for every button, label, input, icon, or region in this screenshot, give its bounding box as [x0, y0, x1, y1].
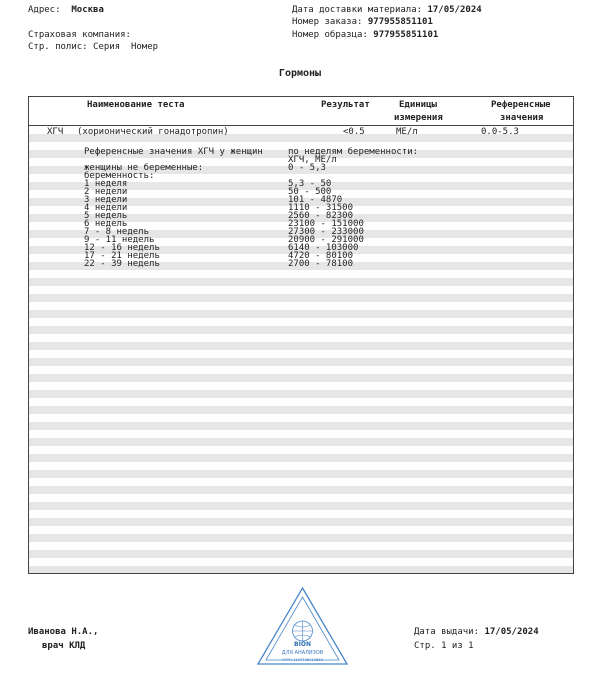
note-right-line: 2700 - 78100 — [288, 259, 354, 269]
note-left-line: 9 - 11 недель — [84, 235, 155, 245]
stamp-logo: BION — [294, 641, 311, 648]
note-left-line: 5 недель — [84, 211, 128, 221]
doctor-title: врач КЛД — [42, 641, 86, 651]
note-right-line: 0 - 5,3 — [288, 163, 326, 173]
test-result: <0.5 — [343, 127, 365, 137]
sample-label: Номер образца: — [292, 30, 368, 40]
note-left-line: женщины не беременные: — [84, 163, 204, 173]
note-right-line: 4720 - 80100 — [288, 251, 354, 261]
issue-row — [414, 626, 539, 638]
note-left-line: 22 - 39 недель — [84, 259, 160, 269]
sample-row — [292, 29, 438, 41]
section-title: Гормоны — [278, 68, 322, 79]
note-left-line: 1 неделя — [84, 179, 128, 189]
test-ref: 0.0-5.3 — [481, 127, 519, 137]
note-right-line: 50 - 500 — [288, 187, 332, 197]
note-left-line: Референсные значения ХГЧ у женщин — [84, 147, 263, 157]
order-label: Номер заказа: — [292, 17, 363, 27]
test-name: (хорионический гонадотропин) — [77, 127, 229, 137]
page-number: Стр. 1 из 1 — [414, 641, 474, 651]
note-right-line: ХГЧ, МЕ/л — [288, 155, 337, 165]
results-table — [28, 96, 574, 574]
note-right-line: 101 - 4870 — [288, 195, 343, 205]
address-row — [28, 4, 104, 16]
address-label: Адрес: — [28, 5, 61, 15]
col-ref-2: значения — [500, 113, 544, 123]
note-right-line: 2560 - 82300 — [288, 211, 354, 221]
note-right-line: 5,3 - 50 — [288, 179, 332, 189]
col-ref-1: Референсные — [491, 100, 551, 110]
issue-value: 17/05/2024 — [484, 627, 539, 637]
col-result: Результат — [321, 100, 370, 110]
delivery-row — [292, 4, 482, 16]
note-left-line: 6 недель — [84, 219, 128, 229]
note-left-line: 17 - 21 недель — [84, 251, 160, 261]
sample-value: 977955851101 — [373, 30, 439, 40]
delivery-label: Дата доставки материала: — [292, 5, 423, 15]
note-right-line: 6140 - 103000 — [288, 243, 359, 253]
note-left-line: 12 - 16 недель — [84, 243, 160, 253]
col-units-2: измерения — [394, 113, 443, 123]
note-left-line: 4 недели — [84, 203, 128, 213]
test-units: МЕ/л — [396, 127, 418, 137]
stamp-text-1: ДЛЯ АНАЛИЗОВ — [281, 650, 324, 656]
order-value: 977955851101 — [367, 17, 433, 27]
col-units-1: Единицы — [399, 100, 437, 110]
lab-stamp — [255, 585, 350, 667]
delivery-value: 17/05/2024 — [427, 5, 482, 15]
note-right-line: 23100 - 151000 — [288, 219, 364, 229]
note-left-line: беременность: — [84, 171, 155, 181]
test-code: ХГЧ — [47, 127, 64, 137]
doctor-name: Иванова Н.А., — [28, 627, 99, 637]
table-header — [29, 97, 573, 126]
note-right-line: 20900 - 291000 — [288, 235, 364, 245]
note-left-line: 3 недели — [84, 195, 128, 205]
address-value: Москва — [71, 5, 104, 15]
insurance-label: Страховая компания: — [28, 30, 131, 40]
note-left-line: 2 недели — [84, 187, 128, 197]
policy-label: Стр. полис: Серия Номер — [28, 42, 159, 52]
note-left-line: 7 - 8 недель — [84, 227, 150, 237]
issue-label: Дата выдачи: — [414, 627, 480, 637]
col-name: Наименование теста — [87, 100, 185, 110]
note-right-line: по неделям беременности: — [288, 147, 419, 157]
stamp-text-2: ОГРН 1107746112862 — [282, 658, 323, 662]
note-right-line: 27300 - 233000 — [288, 227, 364, 237]
note-right-line: 1110 - 31500 — [288, 203, 354, 213]
order-row — [292, 16, 433, 28]
